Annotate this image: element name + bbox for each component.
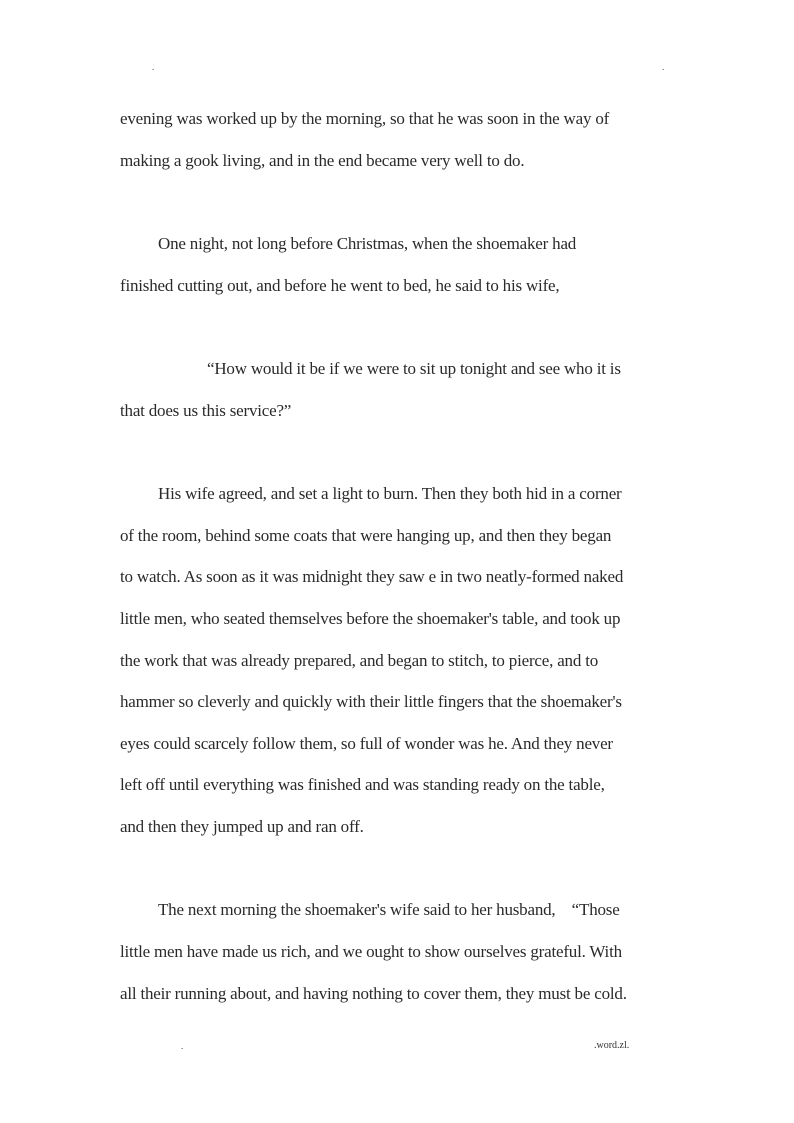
header-left-mark: . [152,62,155,72]
text-line: The next morning the shoemaker's wife said to her husband, “Those [158,900,620,919]
text-line: eyes could scarcely follow them, so full of wonder was he. And they never [120,734,613,753]
text-line: hammer so cleverly and quickly with their little fingers that the shoemaker's [120,692,622,711]
footer-watermark-text: .word.zl. [594,1040,630,1051]
text-line: His wife agreed, and set a light to burn. Then they both hid in a corner [158,484,622,503]
text-line: left off until everything was finished and was standing ready on the table, [120,775,605,794]
text-line: little men have made us rich, and we ought to show ourselves grateful. With [120,942,622,961]
text-line: to watch. As soon as it was midnight they saw e in two neatly-formed naked [120,567,624,586]
footer-left-mark: . [181,1041,184,1051]
text-line: evening was worked up by the morning, so that he was soon in the way of [120,109,610,128]
text-line: finished cutting out, and before he went to bed, he said to his wife, [120,276,560,295]
text-line: One night, not long before Christmas, when the shoemaker had [158,234,577,253]
text-line: that does us this service?” [120,401,292,420]
text-line: all their running about, and having nothing to cover them, they must be cold. [120,984,627,1003]
header-right-mark: . [662,62,665,72]
text-line: the work that was already prepared, and began to stitch, to pierce, and to [120,651,599,670]
text-line: of the room, behind some coats that were hanging up, and then they began [120,526,612,545]
text-line: little men, who seated themselves before the shoemaker's table, and took up [120,609,621,628]
text-line: “How would it be if we were to sit up tonight and see who it is [207,359,621,378]
text-line: and then they jumped up and ran off. [120,817,364,836]
text-line: making a gook living, and in the end became very well to do. [120,151,525,170]
